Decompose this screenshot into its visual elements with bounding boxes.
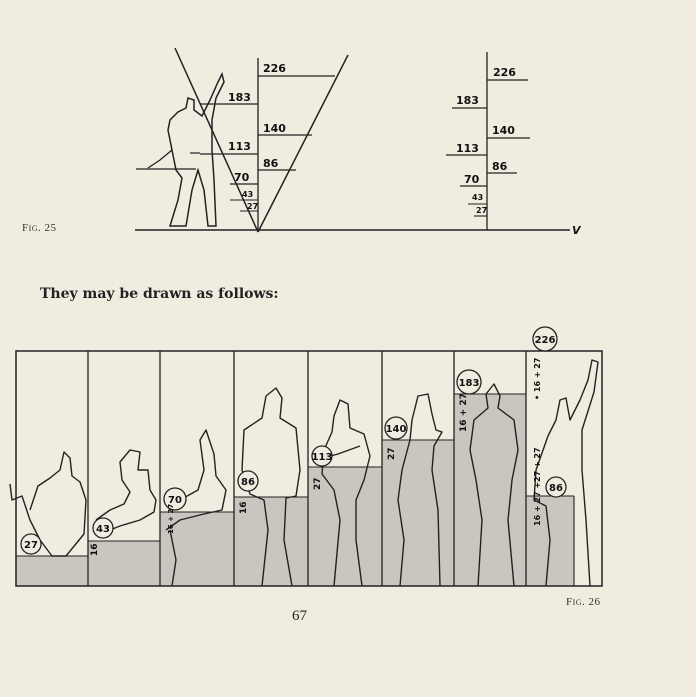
fig25-label-70: 70 [234,171,250,184]
circled-113: 113 [311,452,333,463]
page-number: 67 [292,608,307,624]
circled-27: 27 [24,540,38,551]
rotated-label-top: • 16 + 27 [533,357,542,400]
fig25-label-183: 183 [228,91,251,104]
rotated-label-16-27-b: 16 + 27 [167,503,175,534]
fig25-label-43: 43 [242,190,254,199]
rotated-label-27-a: 27 [313,477,323,490]
fig25-label-140: 140 [263,122,286,135]
fig25-right-label-27: 27 [476,206,488,215]
circled-70: 70 [168,495,182,506]
fig25-right-label-86: 86 [492,160,508,173]
rotated-label-sum: 16 + 27 +27 + 27 [533,447,542,526]
figure-26-caption: Fig. 26 [566,596,601,608]
rotated-label-27-b: 27 [387,447,397,460]
fig25-right-label-70: 70 [464,173,480,186]
fig25-label-27: 27 [247,202,259,211]
fig25-right-label-140: 140 [492,124,515,137]
fig25-label-86: 86 [263,157,279,170]
rotated-label-16-b: 16 [239,501,249,514]
circled-140: 140 [385,424,407,435]
fig25-label-113: 113 [228,140,251,153]
body-text: They may be drawn as follows: [40,286,279,302]
circled-86: 86 [241,477,255,488]
fig25-right-label-113: 113 [456,142,479,155]
circled-183: 183 [458,378,480,389]
fig25-v-label: V [572,224,581,237]
figure-25-caption: Fig. 25 [22,222,57,234]
rotated-label-16-a: 16 [90,543,100,556]
circled-86-second: 86 [549,483,563,494]
fig25-right-label-183: 183 [456,94,479,107]
circled-226: 226 [534,335,556,346]
fig25-right-label-226: 226 [493,66,516,79]
rotated-label-16-27: 16 + 27 [459,393,469,432]
circled-43: 43 [96,524,110,535]
fig25-label-226: 226 [263,62,286,75]
fig25-right-label-43: 43 [472,193,484,202]
